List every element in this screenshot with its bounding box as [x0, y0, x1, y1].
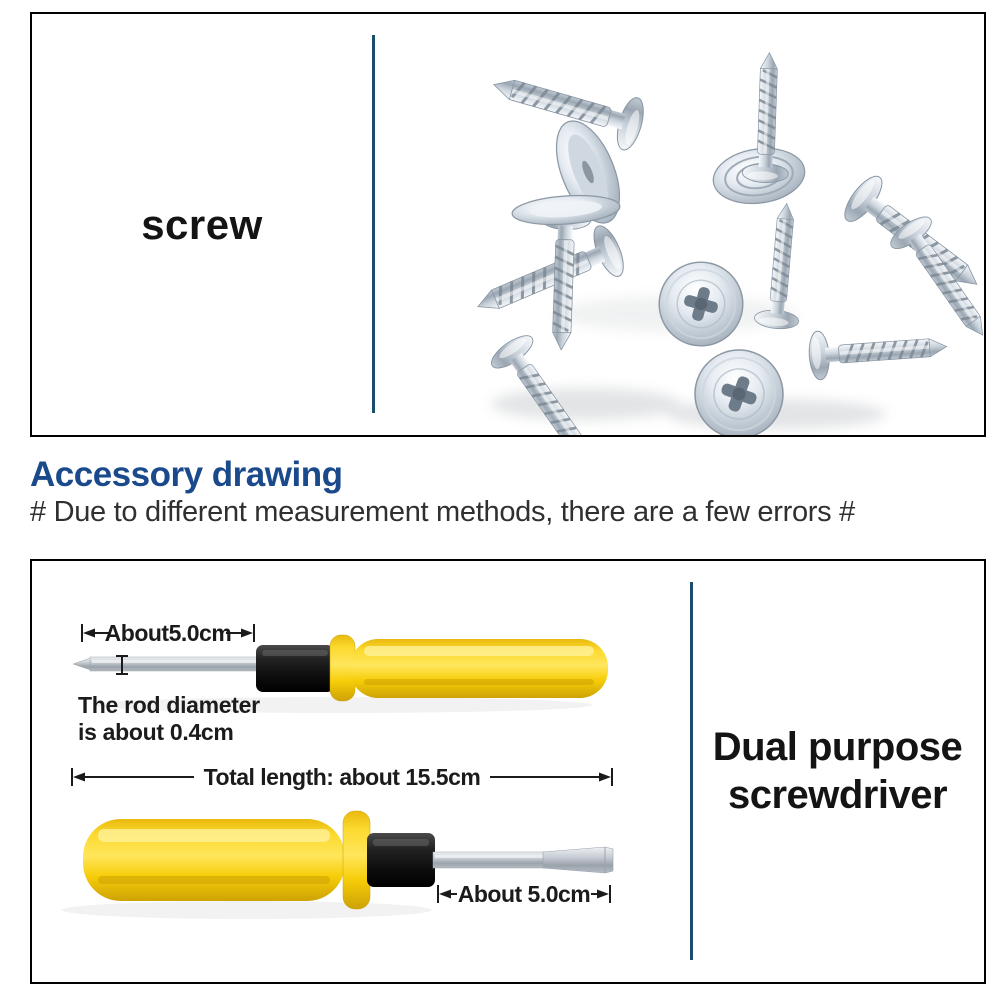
screw-label-cell	[32, 14, 372, 435]
rod-diameter-note-line1: The rod diameter	[78, 692, 260, 718]
screws-illustration	[376, 14, 984, 435]
dim-total-length	[72, 764, 612, 790]
screw-label: screw	[141, 200, 263, 248]
screwdriver-label-cell	[693, 561, 982, 982]
screwdriver-label: Dual purpose screwdriver	[712, 725, 963, 817]
dim-tip-length-top	[82, 620, 254, 646]
dim-tip-length-top-text: About5.0cm	[104, 620, 232, 646]
rod-diameter-note-line2: is about 0.4cm	[78, 719, 234, 745]
dim-total-length-text: Total length: about 15.5cm	[203, 764, 481, 790]
screws-photo	[376, 14, 984, 435]
top-panel-divider	[372, 35, 375, 413]
screwdriver-drawing	[32, 561, 688, 982]
dim-tip-length-bottom	[438, 881, 610, 907]
section-title: Accessory drawing	[30, 455, 343, 494]
dim-tip-length-bottom-text: About 5.0cm	[457, 881, 591, 907]
screwdriver-diagram	[32, 561, 688, 982]
section-subtitle: # Due to different measurement methods, there are a few errors #	[30, 496, 855, 528]
